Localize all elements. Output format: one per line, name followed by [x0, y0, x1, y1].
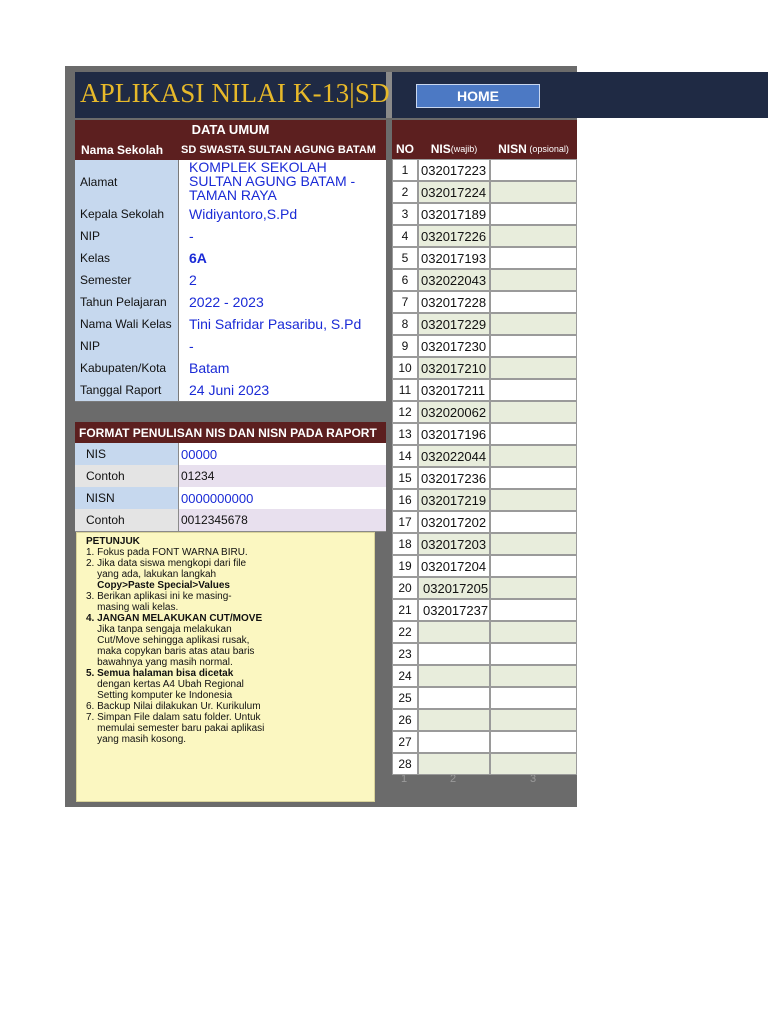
field-value[interactable]: 2022 - 2023	[179, 291, 386, 313]
instruction-line: masing wali kelas.	[86, 602, 179, 613]
field-row	[75, 269, 386, 292]
student-nisn[interactable]	[490, 379, 577, 401]
field-label: Semester	[75, 269, 179, 291]
student-nisn[interactable]	[490, 269, 577, 291]
student-row	[392, 709, 577, 731]
student-row	[392, 467, 577, 489]
student-no: 14	[392, 445, 418, 467]
student-no: 9	[392, 335, 418, 357]
student-no: 23	[392, 643, 418, 665]
instruction-line: 3. Berikan aplikasi ini ke masing-	[86, 591, 232, 602]
student-nis[interactable]: 032017237	[418, 599, 490, 621]
student-row	[392, 643, 577, 665]
student-row	[392, 423, 577, 445]
format-row	[75, 465, 386, 488]
student-no: 27	[392, 731, 418, 753]
student-row	[392, 687, 577, 709]
format-row	[75, 509, 386, 532]
student-nis[interactable]: 032017223	[418, 159, 490, 181]
student-no: 8	[392, 313, 418, 335]
student-no: 13	[392, 423, 418, 445]
field-label: NIP	[75, 335, 179, 357]
student-nis[interactable]: 032017193	[418, 247, 490, 269]
student-nis[interactable]	[418, 621, 490, 643]
field-value[interactable]: -	[179, 335, 386, 357]
field-row	[75, 335, 386, 358]
student-nisn[interactable]	[490, 291, 577, 313]
student-no: 18	[392, 533, 418, 555]
student-nis[interactable]: 032017230	[418, 335, 490, 357]
student-nis[interactable]: 032017229	[418, 313, 490, 335]
student-nisn[interactable]	[490, 445, 577, 467]
field-label: Nama Wali Kelas	[75, 313, 179, 335]
student-nis[interactable]	[418, 709, 490, 731]
student-row	[392, 225, 577, 247]
format-label: Contoh	[75, 465, 179, 487]
field-label: Kelas	[75, 247, 179, 269]
student-nisn[interactable]	[490, 621, 577, 643]
format-row	[75, 487, 386, 510]
field-row	[75, 160, 386, 204]
student-no: 20	[392, 577, 418, 599]
field-row	[75, 247, 386, 270]
student-nis[interactable]: 032017219	[418, 489, 490, 511]
student-nis[interactable]: 032017211	[418, 379, 490, 401]
student-nis[interactable]: 032017226	[418, 225, 490, 247]
field-value[interactable]: -	[179, 225, 386, 247]
col-nisn-header	[490, 138, 577, 159]
student-nis-table	[392, 120, 577, 773]
student-row	[392, 247, 577, 269]
field-row	[75, 225, 386, 248]
student-no: 15	[392, 467, 418, 489]
col-nisn-note: (opsional)	[529, 143, 569, 154]
student-row	[392, 555, 577, 577]
student-no: 2	[392, 181, 418, 203]
student-nis[interactable]: 032022044	[418, 445, 490, 467]
student-row	[392, 269, 577, 291]
school-row	[75, 139, 386, 161]
field-value[interactable]: Widiyantoro,S.Pd	[179, 203, 386, 225]
student-nis[interactable]	[418, 753, 490, 775]
student-nis[interactable]: 032017205	[418, 577, 490, 599]
format-table	[75, 443, 386, 531]
student-no: 24	[392, 665, 418, 687]
student-nisn[interactable]	[490, 511, 577, 533]
col-nis-header	[418, 138, 490, 159]
student-nisn[interactable]	[490, 665, 577, 687]
student-row	[392, 335, 577, 357]
format-label: Contoh	[75, 509, 179, 531]
student-nisn[interactable]	[490, 401, 577, 423]
student-row	[392, 401, 577, 423]
student-table-header	[392, 138, 577, 159]
student-nis[interactable]: 032017228	[418, 291, 490, 313]
field-value[interactable]: 2	[179, 269, 386, 291]
format-row	[75, 443, 386, 466]
data-umum-header: DATA UMUM	[75, 120, 386, 139]
student-nis[interactable]: 032017224	[418, 181, 490, 203]
instruction-line: 1. Fokus pada FONT WARNA BIRU.	[86, 547, 248, 558]
student-row	[392, 753, 577, 775]
field-label: NIP	[75, 225, 179, 247]
student-no: 7	[392, 291, 418, 313]
instruction-line: Copy>Paste Special>Values	[86, 580, 230, 591]
student-no: 28	[392, 753, 418, 775]
student-nisn[interactable]	[490, 203, 577, 225]
field-label: Kepala Sekolah	[75, 203, 179, 225]
column-index-2: 2	[450, 773, 457, 785]
field-row	[75, 203, 386, 226]
field-value[interactable]: 24 Juni 2023	[179, 379, 386, 401]
instruction-line: memulai semester baru pakai aplikasi	[86, 723, 265, 734]
student-nisn[interactable]	[490, 225, 577, 247]
student-nisn[interactable]	[490, 489, 577, 511]
instruction-line: Setting komputer ke Indonesia	[86, 690, 233, 701]
instruction-line: yang ada, lakukan langkah	[86, 569, 217, 580]
student-row	[392, 357, 577, 379]
instructions-title: PETUNJUK	[86, 536, 140, 547]
column-index-3: 3	[530, 773, 537, 785]
student-nis[interactable]: 032017202	[418, 511, 490, 533]
student-no: 6	[392, 269, 418, 291]
student-no: 5	[392, 247, 418, 269]
field-value[interactable]: KOMPLEK SEKOLAH SULTAN AGUNG BATAM - TAMAN RAYA	[179, 160, 386, 203]
student-nis[interactable]: 032017210	[418, 357, 490, 379]
student-row	[392, 445, 577, 467]
student-row	[392, 731, 577, 753]
student-nisn[interactable]	[490, 159, 577, 181]
format-value: 0012345678	[179, 509, 386, 531]
student-no: 16	[392, 489, 418, 511]
instruction-line: 6. Backup Nilai dilakukan Ur. Kurikulum	[86, 701, 261, 712]
student-row	[392, 621, 577, 643]
student-table-header-strip	[392, 120, 577, 138]
student-row	[392, 489, 577, 511]
field-value[interactable]: Batam	[179, 357, 386, 379]
data-umum-table	[75, 120, 386, 401]
student-nisn[interactable]	[490, 687, 577, 709]
student-no: 10	[392, 357, 418, 379]
student-nisn[interactable]	[490, 709, 577, 731]
student-nisn[interactable]	[490, 181, 577, 203]
student-nis[interactable]: 032017196	[418, 423, 490, 445]
instructions-panel	[76, 532, 375, 802]
student-row	[392, 181, 577, 203]
student-no: 21	[392, 599, 418, 621]
instruction-line: 7. Simpan File dalam satu folder. Untuk	[86, 712, 261, 723]
student-no: 19	[392, 555, 418, 577]
student-row	[392, 577, 577, 599]
col-no-header: NO	[396, 141, 414, 156]
student-nis[interactable]	[418, 687, 490, 709]
instruction-line: yang masih kosong.	[86, 734, 187, 745]
instruction-line: 4. JANGAN MELAKUKAN CUT/MOVE	[86, 613, 263, 624]
student-no: 11	[392, 379, 418, 401]
field-label: Kabupaten/Kota	[75, 357, 179, 379]
instruction-line: Cut/Move sehingga aplikasi rusak,	[86, 635, 250, 646]
field-row	[75, 357, 386, 380]
col-nis-label: NIS	[430, 141, 451, 156]
student-no: 22	[392, 621, 418, 643]
format-value[interactable]: 00000	[179, 443, 386, 465]
student-nis[interactable]: 032017203	[418, 533, 490, 555]
student-row	[392, 533, 577, 555]
format-value[interactable]: 0000000000	[179, 487, 386, 509]
field-label: Tanggal Raport	[75, 379, 179, 401]
student-row	[392, 379, 577, 401]
format-value: 01234	[179, 465, 386, 487]
student-no: 17	[392, 511, 418, 533]
field-row	[75, 291, 386, 314]
student-nisn[interactable]	[490, 247, 577, 269]
format-label: NIS	[75, 443, 179, 465]
student-row	[392, 511, 577, 533]
instruction-line: Jika tanpa sengaja melakukan	[86, 624, 232, 635]
student-row	[392, 291, 577, 313]
student-nisn[interactable]	[490, 753, 577, 775]
format-header: FORMAT PENULISAN NIS DAN NISN PADA RAPORT	[75, 422, 386, 443]
student-nisn[interactable]	[490, 423, 577, 445]
field-value[interactable]: 6A	[179, 247, 386, 269]
column-index-1: 1	[401, 773, 408, 785]
app-title: APLIKASI NILAI K-13|SD	[80, 78, 390, 108]
instruction-line: dengan kertas A4 Ubah Regional	[86, 679, 244, 690]
student-nisn[interactable]	[490, 555, 577, 577]
student-nisn[interactable]	[490, 313, 577, 335]
student-nis[interactable]	[418, 643, 490, 665]
student-nis[interactable]: 032020062	[418, 401, 490, 423]
student-nisn[interactable]	[490, 577, 577, 599]
format-label: NISN	[75, 487, 179, 509]
school-value[interactable]: SD SWASTA SULTAN AGUNG BATAM	[181, 143, 376, 156]
home-button[interactable]: HOME	[416, 84, 540, 108]
col-nis-note: (wajib)	[450, 143, 478, 154]
student-nisn[interactable]	[490, 467, 577, 489]
field-row	[75, 313, 386, 336]
instruction-line: 2. Jika data siswa mengkopi dari file	[86, 558, 247, 569]
col-nisn-label: NISN	[498, 141, 527, 156]
student-nis[interactable]: 032022043	[418, 269, 490, 291]
student-row	[392, 159, 577, 181]
student-no: 1	[392, 159, 418, 181]
student-no: 3	[392, 203, 418, 225]
student-nisn[interactable]	[490, 599, 577, 621]
student-row	[392, 203, 577, 225]
instruction-line: 5. Semua halaman bisa dicetak	[86, 668, 234, 679]
student-nis[interactable]: 032017236	[418, 467, 490, 489]
field-value[interactable]: Tini Safridar Pasaribu, S.Pd	[179, 313, 386, 335]
student-no: 26	[392, 709, 418, 731]
student-nis[interactable]	[418, 731, 490, 753]
student-nis[interactable]	[418, 665, 490, 687]
field-label: Tahun Pelajaran	[75, 291, 179, 313]
field-row	[75, 379, 386, 402]
student-nisn[interactable]	[490, 335, 577, 357]
student-row	[392, 313, 577, 335]
student-no: 4	[392, 225, 418, 247]
student-no: 12	[392, 401, 418, 423]
school-label: Nama Sekolah	[81, 142, 164, 157]
student-nisn[interactable]	[490, 357, 577, 379]
student-nisn[interactable]	[490, 643, 577, 665]
instruction-line: bawahnya yang masih normal.	[86, 657, 233, 668]
field-label: Alamat	[75, 160, 179, 203]
student-nis[interactable]: 032017204	[418, 555, 490, 577]
student-nisn[interactable]	[490, 533, 577, 555]
student-no: 25	[392, 687, 418, 709]
instruction-line: maka copykan baris atas atau baris	[86, 646, 255, 657]
student-nisn[interactable]	[490, 731, 577, 753]
student-nis[interactable]: 032017189	[418, 203, 490, 225]
student-row	[392, 665, 577, 687]
student-row	[392, 599, 577, 621]
